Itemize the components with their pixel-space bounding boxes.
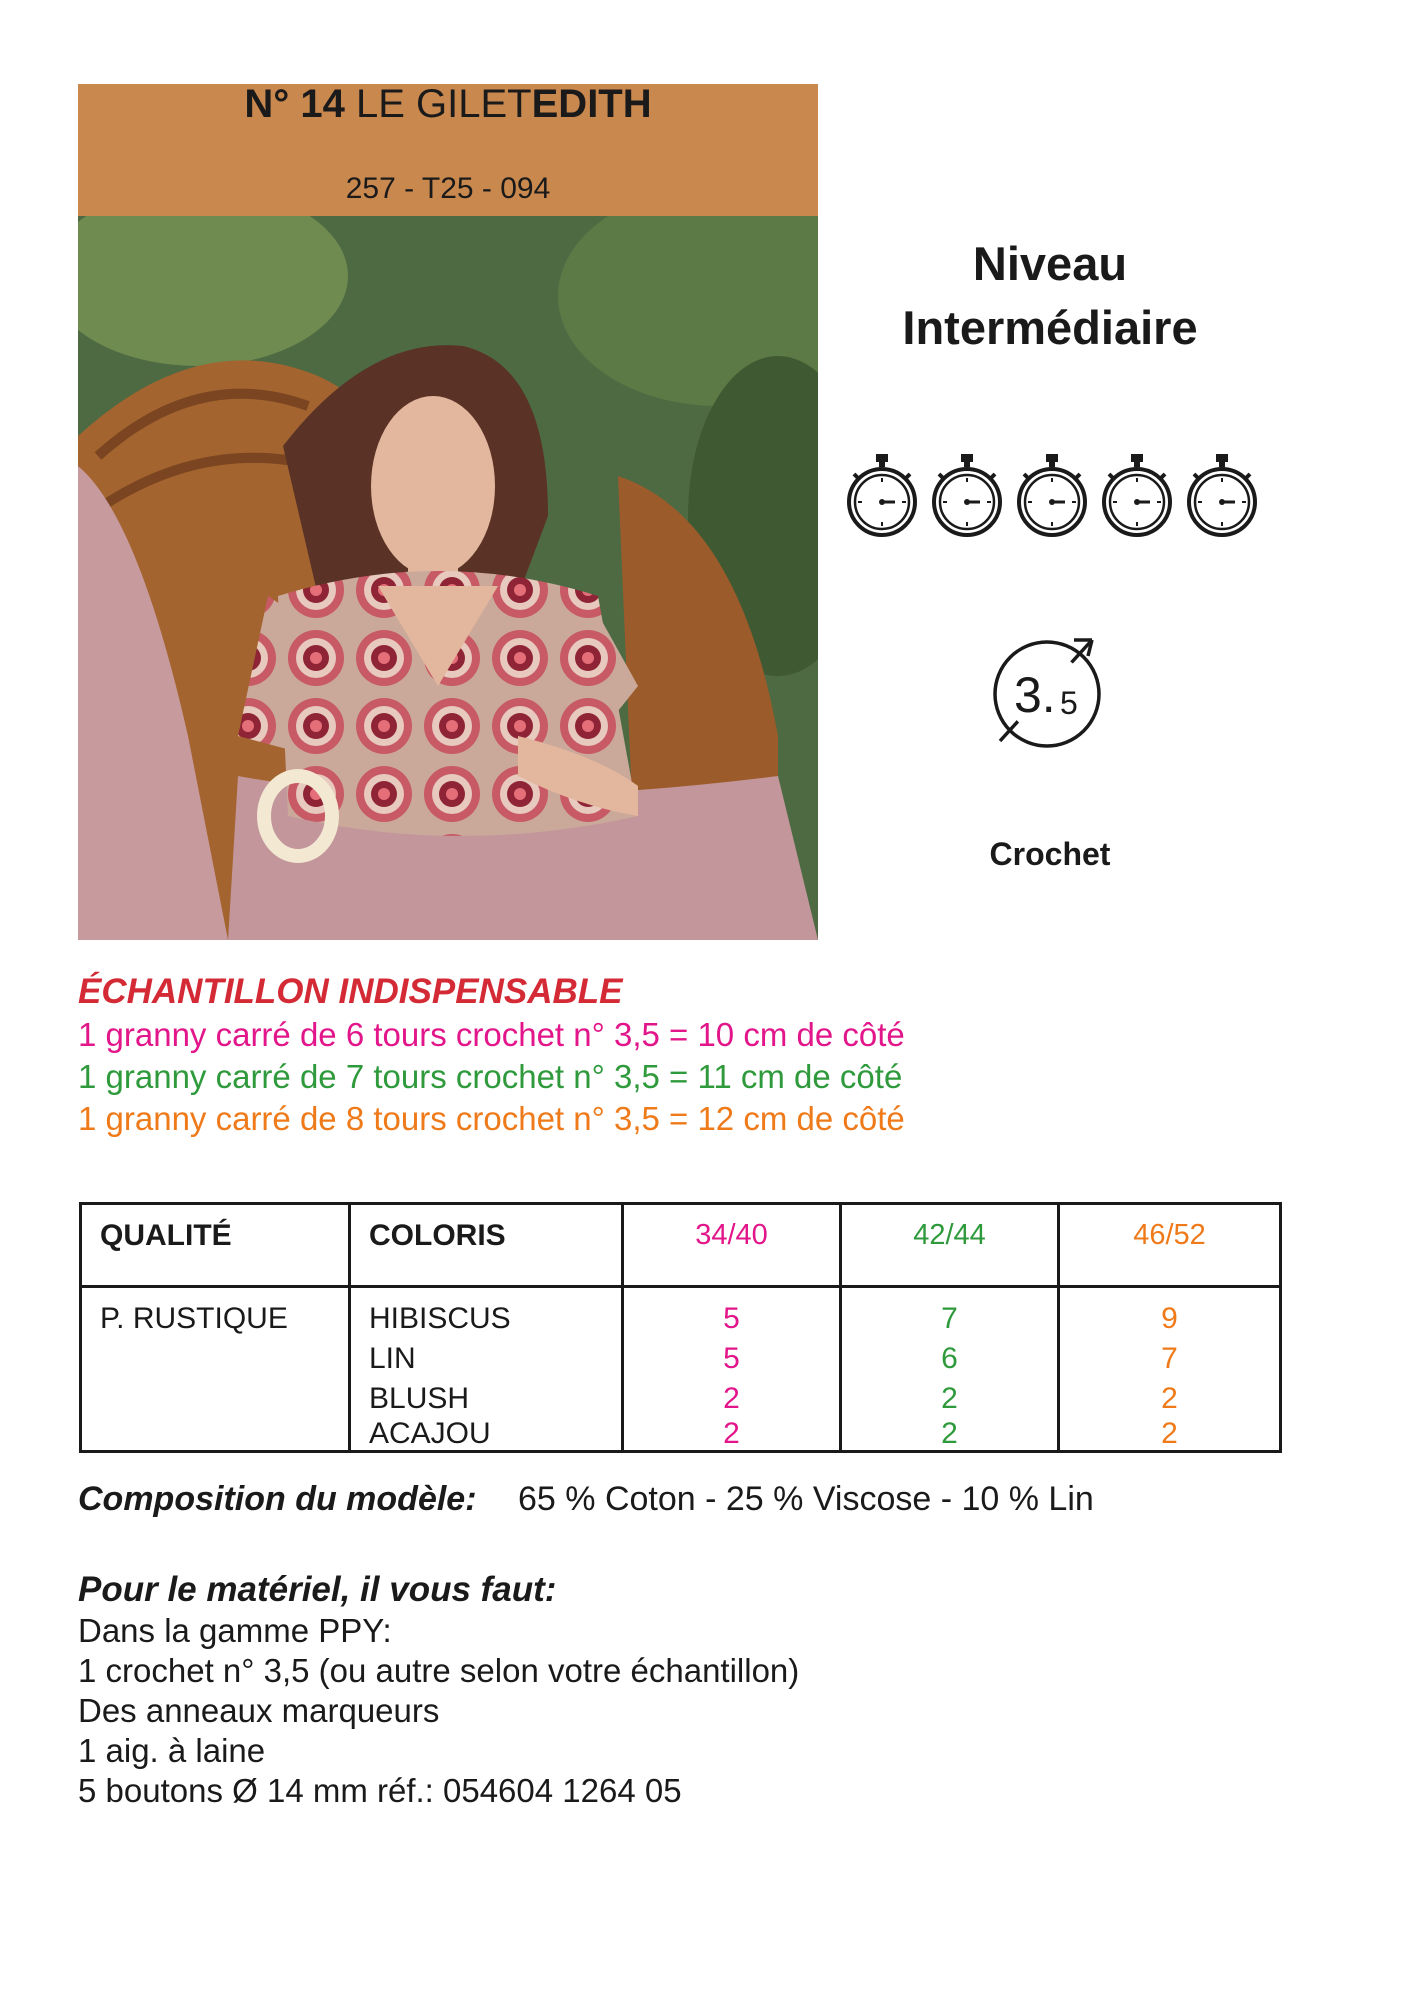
composition-label: Composition du modèle: <box>78 1480 477 1518</box>
gauge-line-1: 1 granny carré de 6 tours crochet n° 3,5 = 10 cm de côté <box>78 1016 905 1053</box>
header-size-3: 46/52 <box>1059 1204 1281 1287</box>
difficulty-value: Intermédiaire <box>902 301 1198 354</box>
quantity-value: 2 <box>1161 1382 1178 1415</box>
material-line: Dans la gamme PPY: <box>78 1612 392 1649</box>
stopwatch-icon <box>1182 452 1262 540</box>
technique-label: Crochet <box>989 836 1111 872</box>
table-header-row <box>81 1204 1281 1287</box>
model-photo <box>78 216 818 940</box>
difficulty-level <box>840 232 1260 360</box>
material-line: 1 aig. à laine <box>78 1732 266 1769</box>
colors-cell <box>350 1287 623 1452</box>
difficulty-label: Niveau <box>972 237 1128 290</box>
quantity-value: 5 <box>723 1302 740 1335</box>
quantity-value: 2 <box>941 1382 958 1415</box>
color-name: LIN <box>369 1342 416 1375</box>
composition <box>78 1480 1094 1519</box>
quantities-size-3 <box>1059 1287 1281 1452</box>
gauge-line-3: 1 granny carré de 8 tours crochet n° 3,5 = 12 cm de côté <box>78 1100 905 1137</box>
difficulty-rating <box>842 452 1262 540</box>
hook-size-badge <box>980 628 1120 752</box>
stopwatch-icon <box>927 452 1007 540</box>
quantity-value: 2 <box>723 1417 740 1450</box>
header-size-2: 42/44 <box>841 1204 1059 1287</box>
hook-size-main: 3. <box>1014 667 1056 723</box>
material-line: Des anneaux marqueurs <box>78 1692 440 1729</box>
quantity-value: 2 <box>941 1417 958 1450</box>
pattern-title-prefix: LE GILET <box>344 82 532 126</box>
quantity-value: 5 <box>723 1342 740 1375</box>
gauge-title: ÉCHANTILLON INDISPENSABLE <box>78 972 623 1011</box>
quality-cell <box>81 1287 350 1452</box>
color-name: BLUSH <box>369 1382 470 1415</box>
quantity-value: 2 <box>723 1382 740 1415</box>
header-colors: COLORIS <box>350 1204 623 1287</box>
header-size-1: 34/40 <box>623 1204 841 1287</box>
quantity-value: 7 <box>1161 1342 1178 1375</box>
table-row <box>81 1287 1281 1452</box>
composition-value: 65 % Coton - 25 % Viscose - 10 % Lin <box>518 1480 1094 1518</box>
quantity-value: 6 <box>941 1342 958 1375</box>
stopwatch-icon <box>842 452 922 540</box>
stopwatch-icon <box>1012 452 1092 540</box>
yarn-table <box>79 1202 1282 1453</box>
hook-size-decimal: 5 <box>1060 685 1078 721</box>
quantity-value: 2 <box>1161 1417 1178 1450</box>
color-name: ACAJOU <box>369 1417 491 1450</box>
pattern-title-name: EDITH <box>531 82 652 126</box>
color-name: HIBISCUS <box>369 1302 511 1335</box>
quantities-size-1 <box>623 1287 841 1452</box>
material-line: 1 crochet n° 3,5 (ou autre selon votre échantillon) <box>78 1652 800 1689</box>
quantities-size-2 <box>841 1287 1059 1452</box>
material-line: 5 boutons Ø 14 mm réf.: 054604 1264 05 <box>78 1772 682 1809</box>
stopwatch-icon <box>1097 452 1177 540</box>
header-quality: QUALITÉ <box>81 1204 350 1287</box>
gauge-line-2: 1 granny carré de 7 tours crochet n° 3,5 = 11 cm de côté <box>78 1058 903 1095</box>
pattern-number: N° 14 <box>244 82 345 126</box>
pattern-title <box>78 84 818 124</box>
pattern-reference: 257 - T25 - 094 <box>345 172 551 205</box>
material-title: Pour le matériel, il vous faut: <box>78 1570 557 1609</box>
quantity-value: 9 <box>1161 1302 1178 1335</box>
header-band <box>78 84 818 216</box>
quality-name: P. RUSTIQUE <box>100 1302 288 1335</box>
quantity-value: 7 <box>941 1302 958 1335</box>
